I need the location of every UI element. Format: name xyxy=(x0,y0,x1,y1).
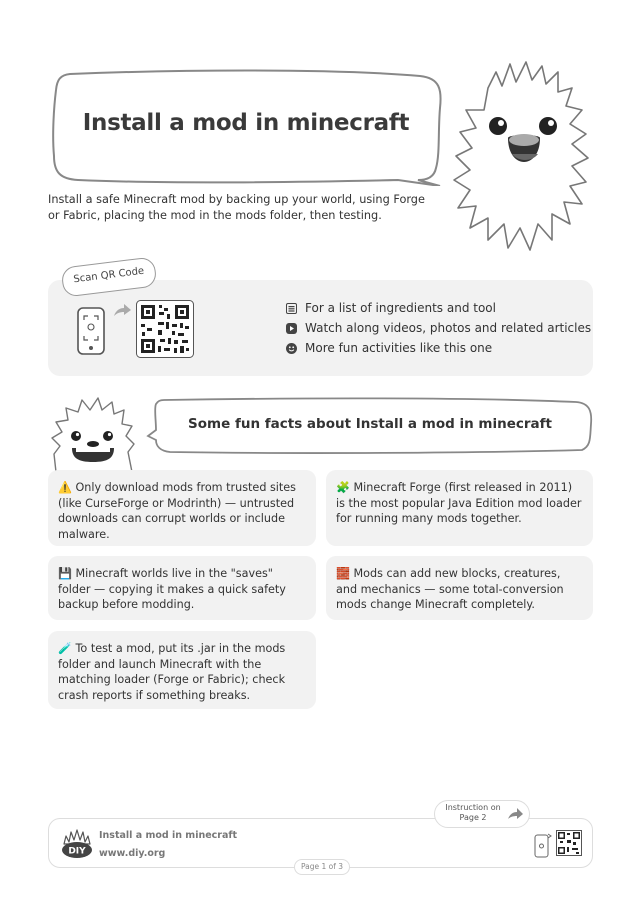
phone-scan-icon xyxy=(534,832,552,858)
list-icon xyxy=(286,303,297,314)
qr-code-image[interactable] xyxy=(136,300,194,358)
curved-arrow-icon xyxy=(112,302,132,318)
fact-card: 🧩 Minecraft Forge (first released in 2011) is the most popular Java Edition mod loader for running many mods together. xyxy=(326,470,593,546)
facts-title: Some fun facts about Install a mod in minecraft xyxy=(188,416,552,432)
page-indicator: Page 1 of 3 xyxy=(294,859,350,875)
logo-text: DIY xyxy=(68,846,86,857)
footer-title: Install a mod in minecraft xyxy=(99,830,238,841)
qr-code-small-image[interactable] xyxy=(556,830,582,856)
fact-card: 🧪 To test a mod, put its .jar in the mods folder and launch Minecraft with the matching loader (Forge or Fabric); check crash reports if something breaks. xyxy=(48,631,316,709)
scan-qr-tag: Scan QR Code xyxy=(61,256,158,297)
mascot-monster-small-illustration xyxy=(50,396,136,472)
feature-label: More fun activities like this one xyxy=(305,341,493,355)
fact-card: ⚠️ Only download mods from trusted sites (like CurseForge or Modrinth) — untrusted downloads can corrupt worlds or include malware. xyxy=(48,470,316,546)
play-icon xyxy=(286,323,297,334)
feature-activities[interactable] xyxy=(286,341,492,355)
mascot-monster-illustration xyxy=(448,58,598,258)
feature-label: Watch along videos, photos and related articles xyxy=(305,321,592,335)
feature-label: For a list of ingredients and tool xyxy=(305,301,496,315)
phone-scan-icon xyxy=(76,306,106,356)
footer-url-link[interactable]: www.diy.org xyxy=(99,848,166,859)
next-page-label: Instruction on Page 2 xyxy=(445,803,501,822)
diy-logo[interactable] xyxy=(60,826,94,860)
arrow-right-icon xyxy=(506,807,524,821)
fact-card: 🧱 Mods can add new blocks, creatures, and mechanics — some total-conversion mods change Minecraft completely. xyxy=(326,556,593,620)
intro-text: Install a safe Minecraft mod by backing up your world, using Forge or Fabric, placing the mod in the mods folder, then testing. xyxy=(48,193,425,222)
smiley-icon xyxy=(286,343,297,354)
page-title: Install a mod in minecraft xyxy=(82,110,410,136)
feature-videos[interactable] xyxy=(286,321,591,335)
feature-ingredients[interactable] xyxy=(286,301,496,315)
fact-card: 💾 Minecraft worlds live in the "saves" folder — copying it makes a quick safety backup before modding. xyxy=(48,556,316,620)
